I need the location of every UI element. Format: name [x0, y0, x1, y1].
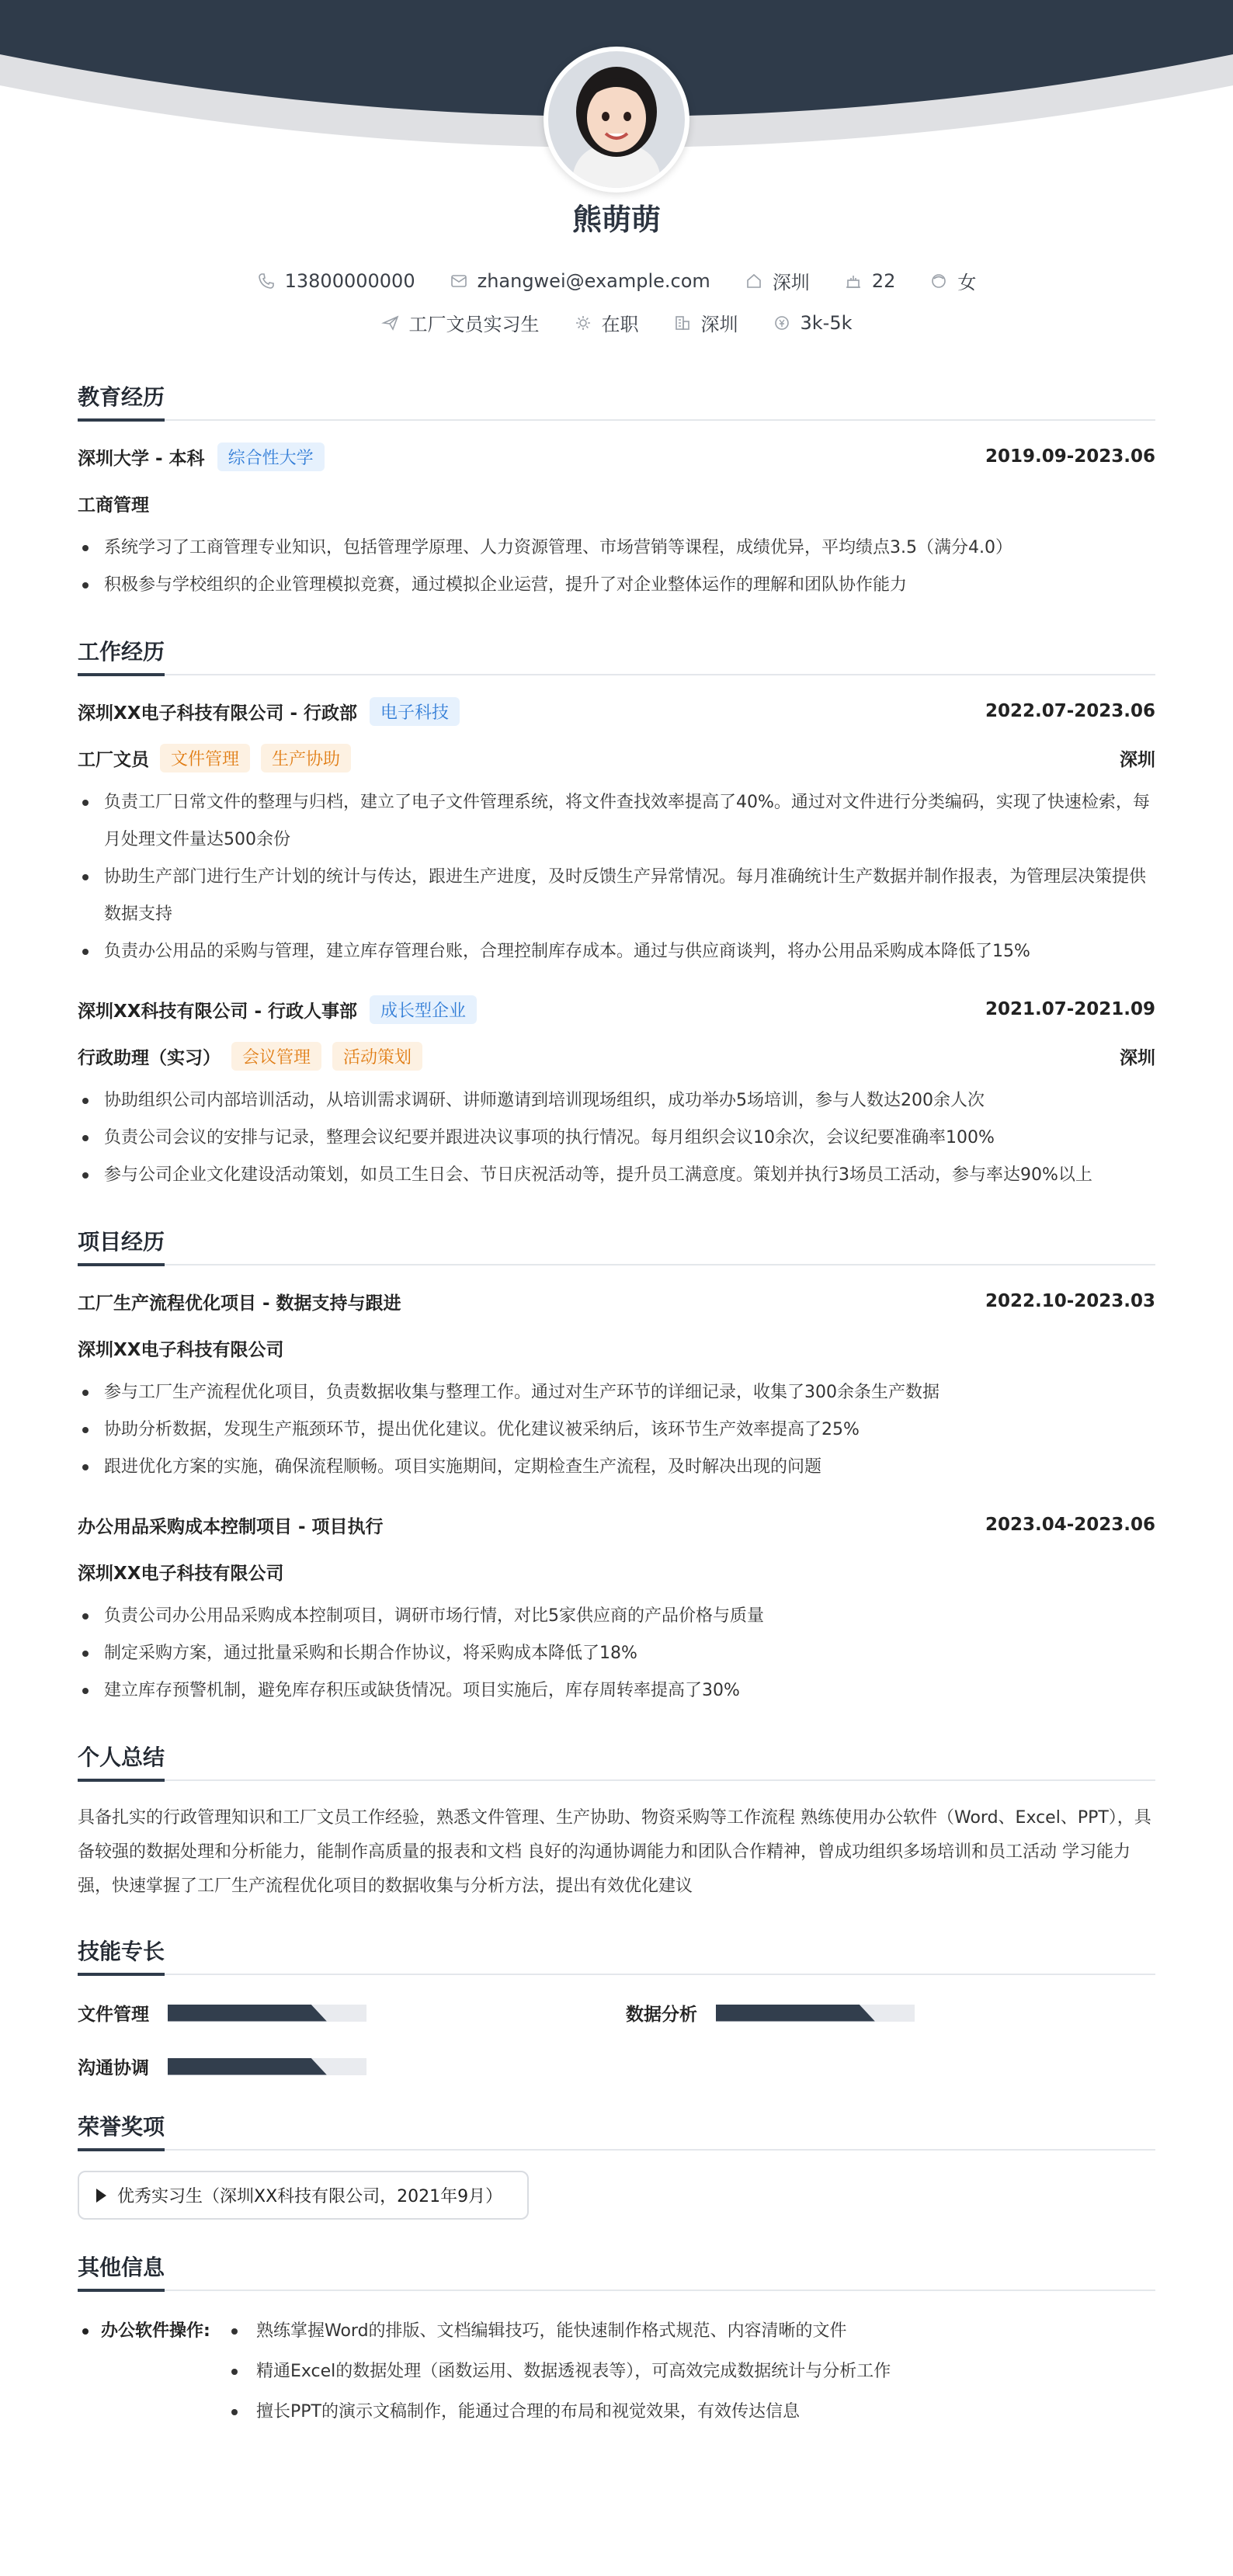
project-org: 深圳XX电子科技有限公司 — [78, 1339, 284, 1360]
mail-icon — [450, 272, 468, 290]
skill-bar — [168, 2058, 366, 2075]
list-item: 系统学习了工商管理专业知识，包括管理学原理、人力资源管理、市场营销等课程，成绩优异，平均绩点3.5（满分4.0） — [78, 529, 1155, 567]
other-section — [78, 2251, 1155, 2432]
project-name: 办公用品采购成本控制项目 - 项目执行 — [78, 1516, 384, 1537]
candidate-name: 熊萌萌 — [571, 203, 661, 237]
city-info — [737, 267, 818, 294]
status-icon — [574, 314, 592, 332]
job-title-text: 工厂文员实习生 — [408, 314, 540, 335]
project-entry — [78, 1286, 1155, 1486]
company-tag: 成长型企业 — [370, 995, 477, 1024]
skill-name: 沟通协调 — [78, 2058, 149, 2078]
section-title-education: 教育经历 — [78, 380, 1155, 421]
role-name: 工厂文员 — [78, 749, 149, 770]
project-bullets — [78, 1374, 1155, 1486]
role-tag: 活动策划 — [332, 1042, 422, 1071]
money-icon — [773, 314, 791, 332]
projects-section — [78, 1225, 1155, 1710]
status-info — [566, 309, 647, 336]
list-item: 熟练掌握Word的排版、文档编辑技巧，能快速制作格式规范、内容清晰的文件 — [225, 2311, 891, 2352]
send-icon — [381, 314, 400, 332]
work-entry — [78, 994, 1155, 1194]
role-tag: 生产协助 — [261, 744, 351, 772]
summary-text: 具备扎实的行政管理知识和工厂文员工作经验，熟悉文件管理、生产协助、物资采购等工作流程 熟练使用办公软件（Word、Excel、PPT），具备较强的数据处理和分析能力，能制作高质量的报表和文档 良好的沟通协调能力和团队合作精神，曾成功组织多场培训和员工活动 学习能力强，快速掌握了工厂生产流程优化项目的数据收集与分析方法，提出有效优化建议 — [78, 1808, 1151, 1896]
gender-text: 女 — [957, 272, 977, 293]
company-name: 深圳XX科技有限公司 - 行政人事部 — [78, 1001, 358, 1022]
avatar — [544, 47, 689, 193]
section-title-summary: 个人总结 — [78, 1741, 1155, 1781]
cake-icon — [844, 272, 863, 290]
target-city-info — [665, 309, 746, 336]
project-date: 2023.04-2023.06 — [985, 1515, 1155, 1535]
list-item: 协助组织公司内部培训活动，从培训需求调研、讲师邀请到培训现场组织，成功举办5场培训，参与人数达200余人次 — [78, 1082, 1155, 1120]
education-entry — [78, 441, 1155, 604]
list-item: 负责工厂日常文件的整理与归档，建立了电子文件管理系统，将文件查找效率提高了40%。通过对文件进行分类编码，实现了快速检索，每月处理文件量达500余份 — [78, 784, 1155, 859]
skill-bar — [716, 2005, 915, 2022]
list-item: 精通Excel的数据处理（函数运用、数据透视表等），可高效完成数据统计与分析工作 — [225, 2352, 891, 2392]
work-bullets — [78, 784, 1155, 970]
city-text: 深圳 — [772, 272, 810, 293]
project-name: 工厂生产流程优化项目 - 数据支持与跟进 — [78, 1293, 401, 1314]
role-tag: 文件管理 — [160, 744, 250, 772]
triangle-right-icon — [96, 2189, 106, 2203]
school-name: 深圳大学 - 本科 — [78, 448, 205, 469]
school-tag: 综合性大学 — [217, 443, 325, 471]
awards-section — [78, 2110, 1155, 2220]
award-text: 优秀实习生（深圳XX科技有限公司，2021年9月） — [117, 2187, 503, 2206]
section-title-other: 其他信息 — [78, 2251, 1155, 2291]
skill-bar-fill — [716, 2005, 875, 2022]
list-item: 协助分析数据，发现生产瓶颈环节，提出优化建议。优化建议被采纳后，该环节生产效率提高了25% — [78, 1411, 1155, 1449]
job-title-info — [373, 309, 547, 336]
skill-bar-fill — [168, 2005, 327, 2022]
skill-bar-fill — [168, 2058, 327, 2075]
status-text: 在职 — [601, 314, 639, 335]
education-section — [78, 380, 1155, 604]
award-item — [78, 2171, 529, 2220]
summary-section — [78, 1741, 1155, 1904]
phone-icon — [257, 272, 276, 290]
list-item: 擅长PPT的演示文稿制作，能通过合理的布局和视觉效果，有效传达信息 — [225, 2392, 891, 2432]
education-date: 2019.09-2023.06 — [985, 446, 1155, 467]
skill-name: 数据分析 — [626, 2005, 697, 2025]
resume-content — [78, 380, 1155, 2463]
list-item: 负责公司办公用品采购成本控制项目，调研市场行情，对比5家供应商的产品价格与质量 — [78, 1598, 1155, 1635]
building-icon — [673, 314, 692, 332]
other-label: 办公软件操作: — [78, 2311, 225, 2432]
work-location: 深圳 — [1120, 1047, 1155, 1068]
section-title-skills: 技能专长 — [78, 1935, 1155, 1975]
project-org: 深圳XX电子科技有限公司 — [78, 1563, 284, 1584]
skill-bar — [168, 2005, 366, 2022]
education-bullets — [78, 529, 1155, 604]
salary-info — [765, 312, 860, 334]
job-intent-row — [0, 309, 1233, 336]
project-bullets — [78, 1598, 1155, 1710]
major-name: 工商管理 — [78, 495, 149, 516]
list-item: 制定采购方案，通过批量采购和长期合作协议，将采购成本降低了18% — [78, 1635, 1155, 1672]
portrait-icon — [548, 51, 685, 188]
skill-name: 文件管理 — [78, 2005, 149, 2025]
salary-text: 3k-5k — [800, 311, 853, 334]
section-title-projects: 项目经历 — [78, 1225, 1155, 1265]
project-date: 2022.10-2023.03 — [985, 1291, 1155, 1311]
skills-section — [78, 1935, 1155, 2079]
office-software-row — [78, 2311, 1155, 2432]
list-item: 负责办公用品的采购与管理，建立库存管理台账，合理控制库存成本。通过与供应商谈判，将办公用品采购成本降低了15% — [78, 933, 1155, 970]
role-tag: 会议管理 — [231, 1042, 321, 1071]
home-icon — [745, 272, 763, 290]
list-item: 参与工厂生产流程优化项目，负责数据收集与整理工作。通过对生产环节的详细记录，收集了300余条生产数据 — [78, 1374, 1155, 1411]
skills-grid — [78, 1995, 1155, 2079]
work-entry — [78, 696, 1155, 970]
work-date: 2022.07-2023.06 — [985, 701, 1155, 721]
contact-row — [0, 267, 1233, 294]
project-entry — [78, 1509, 1155, 1710]
gender-info — [922, 267, 984, 294]
list-item: 建立库存预警机制，避免库存积压或缺货情况。项目实施后，库存周转率提高了30% — [78, 1672, 1155, 1710]
age-info — [836, 270, 904, 292]
skill-item — [626, 2000, 1155, 2026]
work-location: 深圳 — [1120, 749, 1155, 770]
skill-item — [78, 2000, 626, 2026]
list-item: 跟进优化方案的实施，确保流程顺畅。项目实施期间，定期检查生产流程，及时解决出现的问题 — [78, 1449, 1155, 1486]
phone-text: 13800000000 — [284, 269, 415, 292]
target-city-text: 深圳 — [700, 314, 738, 335]
skill-item — [78, 2054, 626, 2079]
list-item: 负责公司会议的安排与记录，整理会议纪要并跟进决议事项的执行情况。每月组织会议10余次，会议纪要准确率100% — [78, 1120, 1155, 1157]
section-title-awards: 荣誉奖项 — [78, 2110, 1155, 2151]
age-text: 22 — [871, 269, 896, 292]
email-text: zhangwei@example.com — [477, 269, 710, 292]
list-item: 积极参与学校组织的企业管理模拟竞赛，通过模拟企业运营，提升了对企业整体运作的理解和团队协作能力 — [78, 567, 1155, 604]
list-item: 参与公司企业文化建设活动策划，如员工生日会、节日庆祝活动等，提升员工满意度。策划并执行3场员工活动，参与率达90%以上 — [78, 1157, 1155, 1194]
role-name: 行政助理（实习） — [78, 1047, 221, 1068]
phone-info — [249, 270, 423, 292]
company-name: 深圳XX电子科技有限公司 - 行政部 — [78, 703, 358, 724]
work-date: 2021.07-2021.09 — [985, 999, 1155, 1019]
gender-icon — [929, 272, 948, 290]
list-item: 协助生产部门进行生产计划的统计与传达，跟进生产进度，及时反馈生产异常情况。每月准确统计生产数据并制作报表，为管理层决策提供数据支持 — [78, 859, 1155, 933]
company-tag: 电子科技 — [370, 697, 460, 726]
section-title-work: 工作经历 — [78, 635, 1155, 675]
work-bullets — [78, 1082, 1155, 1194]
work-section — [78, 635, 1155, 1194]
other-list — [225, 2311, 891, 2432]
email-info — [442, 270, 718, 292]
